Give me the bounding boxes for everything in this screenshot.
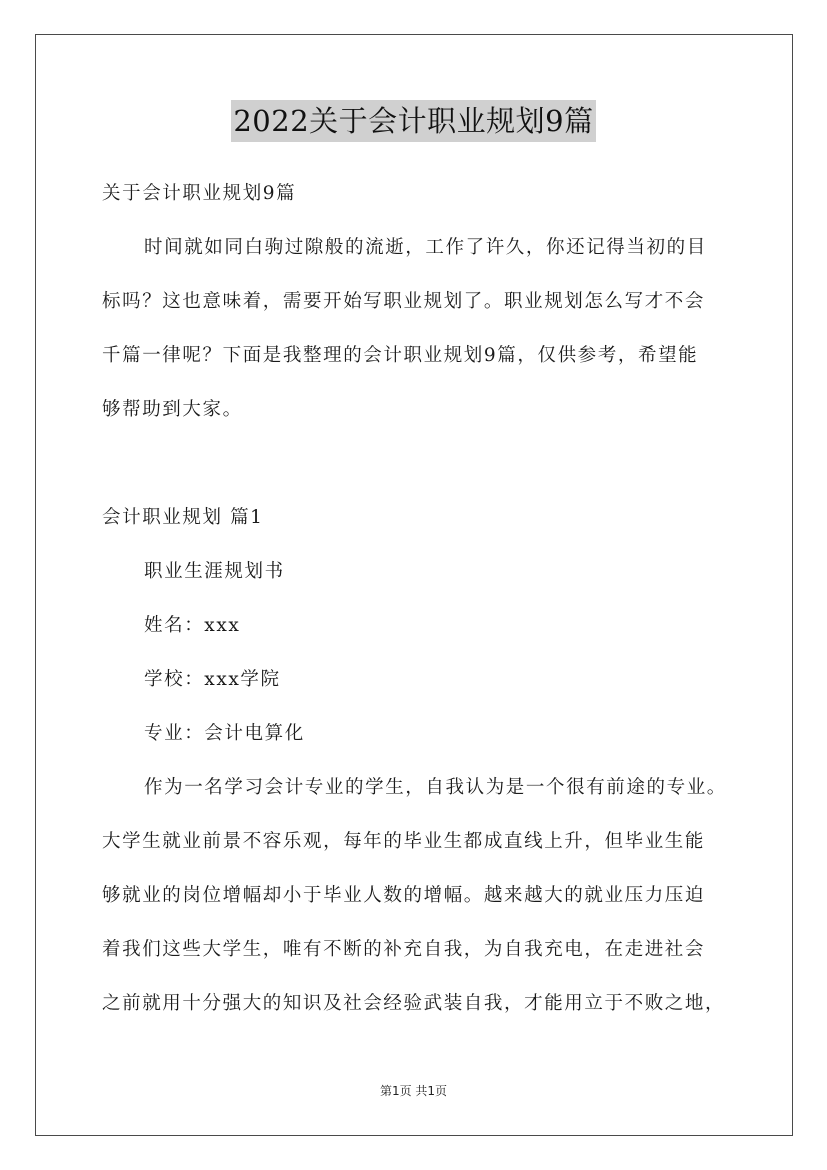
intro-line[interactable]: 够帮助到大家。 (102, 399, 243, 420)
body-line[interactable]: 作为一名学习会计专业的学生，自我认为是一个很有前途的专业。 (144, 777, 727, 798)
section-heading[interactable]: 会计职业规划 篇1 (102, 507, 264, 528)
field-line[interactable]: 职业生涯规划书 (144, 561, 285, 582)
field-line[interactable]: 姓名：xxx (144, 615, 241, 636)
document-title[interactable]: 2022关于会计职业规划9篇 (231, 100, 595, 142)
document-subtitle[interactable]: 关于会计职业规划9篇 (102, 183, 297, 204)
page-number-label: 第1页 共1页 (379, 1084, 448, 1098)
title-container (0, 100, 827, 142)
field-line[interactable]: 学校：xxx学院 (144, 669, 281, 690)
intro-line[interactable]: 时间就如同白驹过隙般的流逝，工作了许久，你还记得当初的目 (144, 237, 707, 258)
intro-line[interactable]: 千篇一律呢？下面是我整理的会计职业规划9篇，仅供参考，希望能 (102, 345, 699, 366)
page-footer (0, 1082, 827, 1099)
intro-line[interactable]: 标吗？这也意味着，需要开始写职业规划了。职业规划怎么写才不会 (102, 291, 706, 312)
field-line[interactable]: 专业：会计电算化 (144, 723, 305, 744)
body-line[interactable]: 够就业的岗位增幅却小于毕业人数的增幅。越来越大的就业压力压迫 (102, 885, 706, 906)
body-line[interactable]: 着我们这些大学生，唯有不断的补充自我，为自我充电，在走进社会 (102, 939, 706, 960)
body-line[interactable]: 之前就用十分强大的知识及社会经验武装自我，才能用立于不败之地， (102, 993, 726, 1014)
body-line[interactable]: 大学生就业前景不容乐观，每年的毕业生都成直线上升，但毕业生能 (102, 831, 706, 852)
